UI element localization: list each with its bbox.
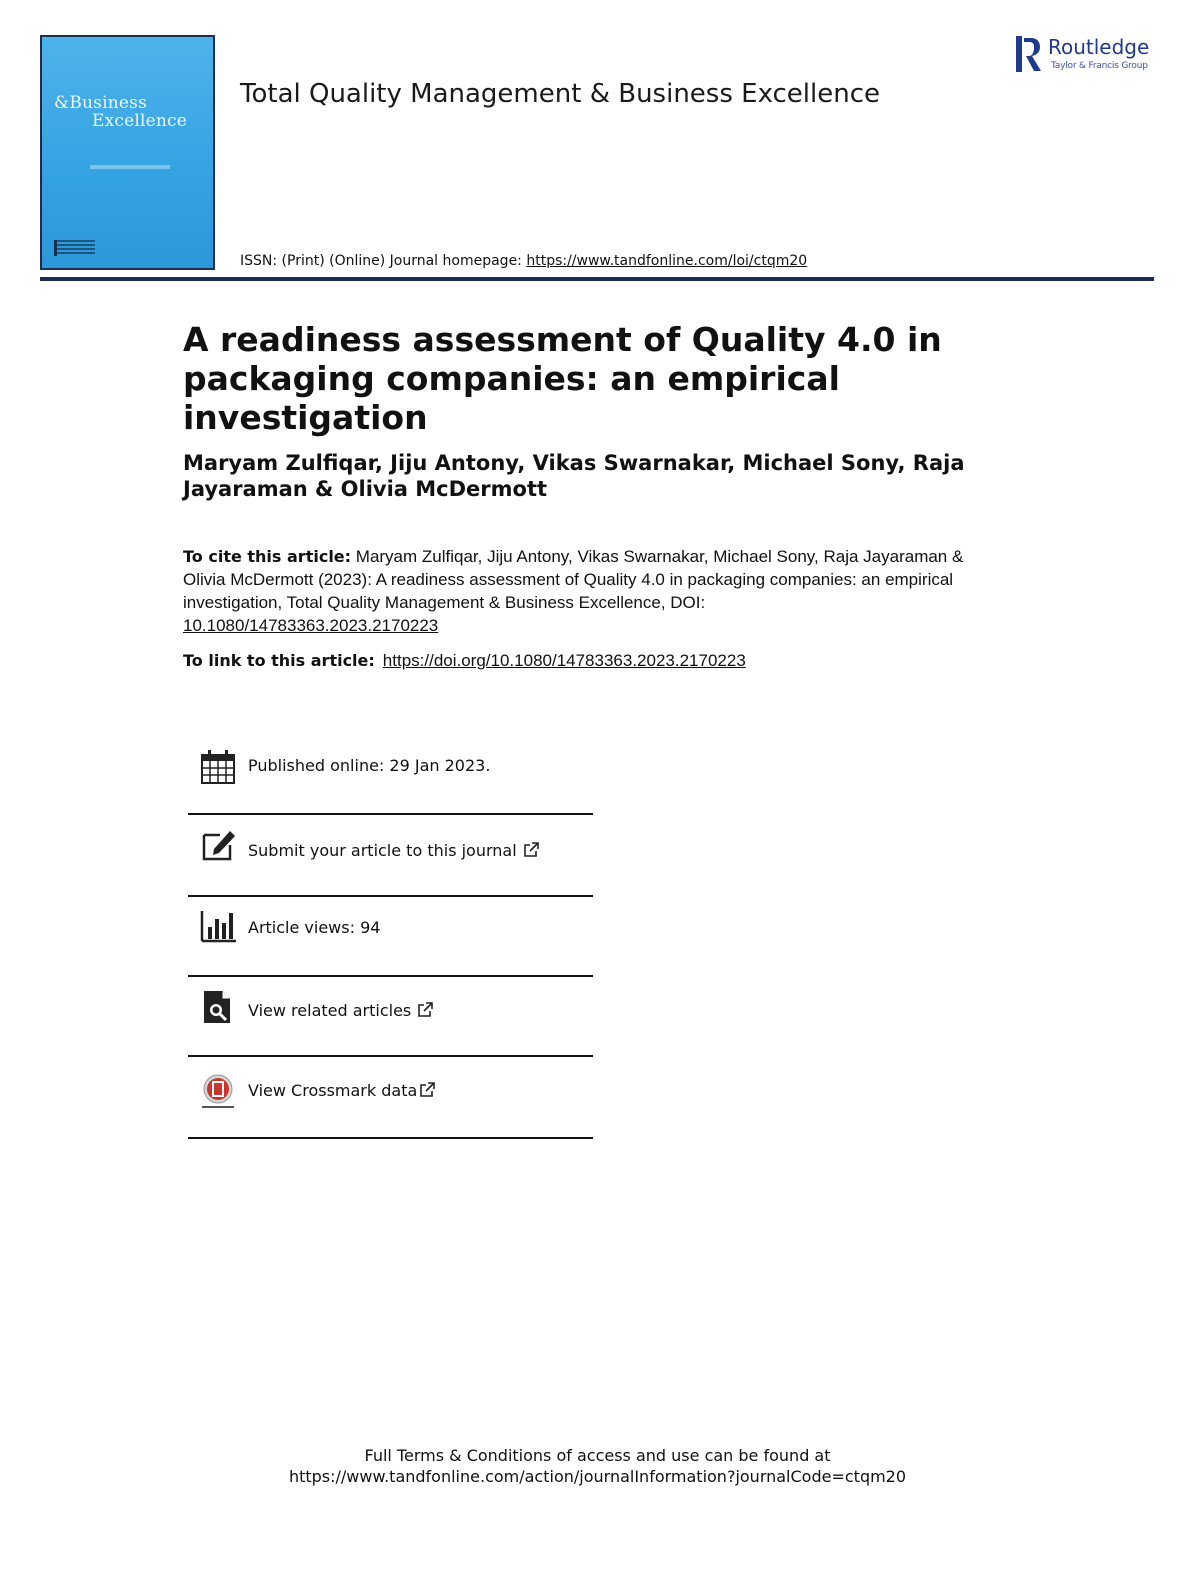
edit-icon bbox=[200, 827, 236, 863]
routledge-logo bbox=[1016, 34, 1161, 76]
crossmark-link[interactable] bbox=[248, 1081, 435, 1100]
issn-text: ISSN: (Print) (Online) Journal homepage: bbox=[240, 253, 527, 269]
external-link-icon bbox=[419, 1082, 435, 1098]
citation-doi-link[interactable]: 10.1080/14783363.2023.2170223 bbox=[183, 616, 439, 635]
cover-title-line2: Excellence bbox=[92, 111, 188, 131]
published-date: Published online: 29 Jan 2023. bbox=[248, 756, 491, 775]
journal-cover-image bbox=[40, 35, 215, 270]
bar-chart-icon bbox=[200, 909, 236, 945]
article-info-list bbox=[188, 735, 593, 1139]
terms-text: Full Terms & Conditions of access and use can be found at bbox=[364, 1446, 831, 1465]
journal-homepage-link[interactable]: https://www.tandfonline.com/loi/ctqm20 bbox=[526, 253, 808, 269]
issn-line bbox=[240, 253, 807, 269]
cover-title-line1: &Business bbox=[54, 93, 147, 113]
calendar-icon bbox=[200, 749, 236, 785]
terms-footer bbox=[0, 1445, 1195, 1487]
journal-title: Total Quality Management & Business Excellence bbox=[240, 79, 881, 109]
external-link-icon bbox=[523, 842, 539, 858]
header-divider bbox=[40, 277, 1154, 281]
cover-publisher-logo bbox=[54, 240, 95, 256]
publisher-name: Routledge bbox=[1048, 35, 1150, 59]
submit-article-row[interactable] bbox=[188, 815, 593, 897]
crossmark-label: View Crossmark data bbox=[248, 1081, 418, 1100]
submit-article-link[interactable] bbox=[248, 841, 539, 860]
cover-subtitle-bar bbox=[90, 165, 170, 169]
citation-text: Maryam Zulfiqar, Jiju Antony, Vikas Swarnakar, Michael Sony, Raja Jayaraman & Olivia McDermott (2023): A readiness assessment of Quality 4.0 in packaging companies: an empirical investigation, Total Quality Management & Business Excellence, DOI: bbox=[183, 547, 964, 612]
crossmark-icon bbox=[200, 1073, 236, 1109]
submit-article-label: Submit your article to this journal bbox=[248, 841, 517, 860]
terms-url[interactable]: https://www.tandfonline.com/action/journalInformation?journalCode=ctqm20 bbox=[288, 1467, 907, 1486]
views-row bbox=[188, 897, 593, 977]
article-link-line bbox=[183, 651, 746, 671]
routledge-r-icon bbox=[1016, 34, 1042, 74]
article-title: A readiness assessment of Quality 4.0 in packaging companies: an empirical investigation bbox=[183, 320, 942, 437]
published-row bbox=[188, 735, 593, 815]
publisher-tagline: Taylor & Francis Group bbox=[1051, 61, 1148, 71]
related-articles-link[interactable] bbox=[248, 1001, 433, 1020]
related-articles-label: View related articles bbox=[248, 1001, 412, 1020]
article-doi-url[interactable]: https://doi.org/10.1080/14783363.2023.2170223 bbox=[382, 651, 746, 670]
document-search-icon bbox=[200, 989, 236, 1025]
article-link-label: To link to this article: bbox=[183, 651, 375, 670]
citation-label: To cite this article: bbox=[183, 547, 352, 566]
article-views: Article views: 94 bbox=[248, 918, 381, 937]
related-articles-row[interactable] bbox=[188, 977, 593, 1057]
external-link-icon bbox=[417, 1002, 433, 1018]
crossmark-row[interactable] bbox=[188, 1057, 593, 1139]
article-authors: Maryam Zulfiqar, Jiju Antony, Vikas Swarnakar, Michael Sony, Raja Jayaraman & Olivia McDermott bbox=[183, 451, 965, 501]
citation-block bbox=[183, 545, 1003, 637]
